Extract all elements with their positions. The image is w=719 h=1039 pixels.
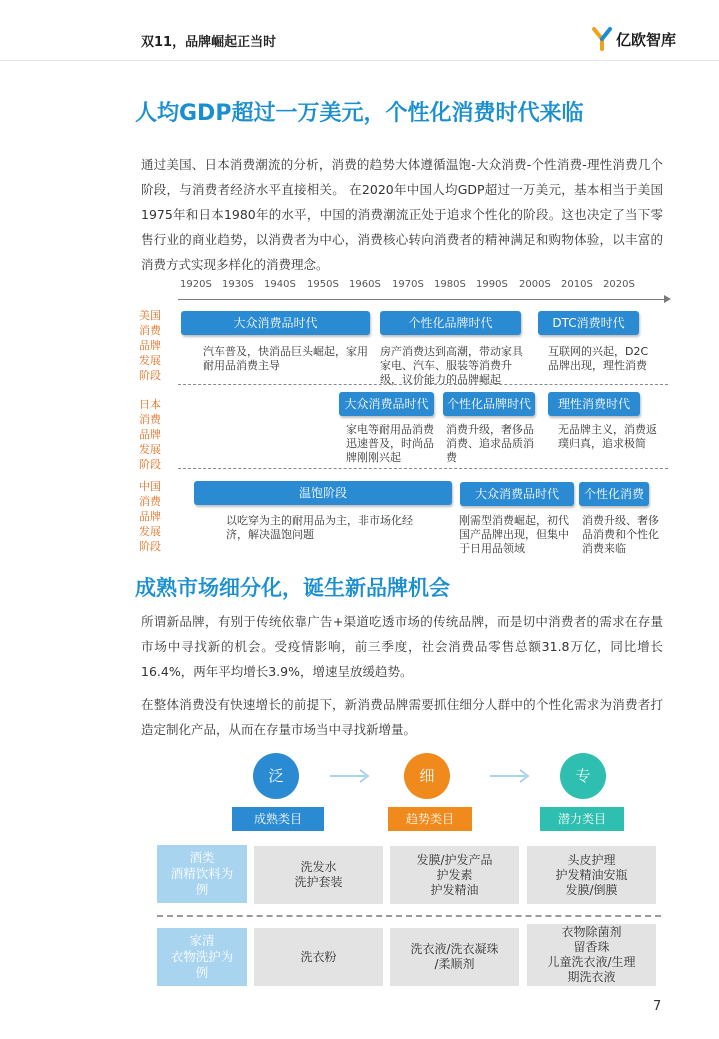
stage-description: 消费升级、奢侈品消费和个性化消费来临 [582, 514, 659, 555]
stage-description: 消费升级，奢侈品消费、追求品质消费 [446, 423, 534, 464]
decade-label: 1980S [434, 279, 466, 290]
decade-label: 1920S [180, 279, 212, 290]
cell-line: 护发精油 [430, 882, 479, 897]
stage-pill: 个性化品牌时代 [380, 311, 521, 335]
row-label-usa: 美国消费品牌发展阶段 [139, 309, 161, 382]
page-number: 7 [653, 999, 662, 1014]
cell-line: 洗衣粉 [300, 949, 337, 964]
timeline-axis [178, 299, 668, 300]
cell-line: 留香珠 [573, 940, 610, 954]
cell-line: /柔顺剂 [434, 957, 475, 971]
section2-heading: 成熟市场细分化，诞生新品牌机会 [135, 576, 450, 600]
circle-specialized: 专 [560, 753, 606, 799]
decade-label: 1990S [476, 279, 508, 290]
cell-trend [390, 846, 519, 904]
cell-trend [390, 928, 519, 986]
flow-row-divider [157, 915, 661, 917]
cell-mature [254, 846, 383, 904]
logo-text: 亿欧智库 [616, 31, 677, 49]
cell-potential [527, 846, 656, 904]
category-potential: 潜力类目 [540, 807, 624, 831]
decade-label: 1970S [392, 279, 424, 290]
cell-line: 发膜/护发产品 [416, 852, 493, 867]
circle-broad: 泛 [253, 753, 299, 799]
logo-mark-icon [592, 27, 614, 51]
stage-pill: 温饱阶段 [194, 481, 452, 505]
stage-description: 家电等耐用品消费迅速普及，时尚品牌刚刚兴起 [346, 423, 434, 464]
row-label-china: 中国消费品牌发展阶段 [139, 480, 161, 553]
stage-description: 互联网的兴起，D2C品牌出现，理性消费 [548, 345, 649, 372]
cell-line: 发膜/倒膜 [565, 882, 618, 897]
row-label-japan: 日本消费品牌发展阶段 [139, 398, 161, 471]
decade-axis-labels [180, 279, 650, 295]
brand-logo [592, 27, 682, 53]
stage-description: 汽车普及，快消品巨头崛起，家用耐用品消费主导 [203, 345, 368, 372]
decade-label: 1940S [264, 279, 296, 290]
cell-line: 洗护套装 [294, 875, 343, 889]
section2-paragraph-1: 所谓新品牌，有别于传统依靠广告+渠道吃透市场的传统品牌，而是切中消费者的需求在存量市场中寻找新的机会。受疫情影响，前三季度，社会消费品零售总额31.8万亿，同比增长16.4%，两年平均增长3.9%，增速呈放缓趋势。 [141, 614, 663, 679]
cell-line: 头皮护理 [567, 852, 616, 867]
row-label-line: 例 [195, 965, 209, 980]
cell-line: 洗发水 [300, 860, 337, 874]
section1-heading: 人均GDP超过一万美元，个性化消费时代来临 [135, 101, 584, 126]
row-label-line: 衣物洗护为 [170, 949, 234, 964]
row-divider [178, 384, 668, 385]
circle-fine: 细 [404, 753, 450, 799]
cell-line: 洗衣液/洗衣凝珠 [410, 942, 499, 956]
row-label-laundry [157, 928, 247, 986]
row-label-line: 酒精饮料为 [170, 866, 234, 881]
stage-pill: 大众消费品时代 [339, 392, 434, 416]
cell-line: 护发精油安瓶 [555, 867, 628, 882]
section2-paragraph-2: 在整体消费没有快速增长的前提下，新消费品牌需要抓住细分人群中的个性化需求为消费者打造定制化产品，从而在存量市场当中寻找新增量。 [141, 697, 663, 737]
cell-line: 护发素 [436, 867, 473, 882]
decade-label: 1960S [349, 279, 381, 290]
arrow-right-icon [330, 766, 374, 786]
cell-line: 衣物除菌剂 [561, 925, 622, 939]
section1-paragraph: 通过美国、日本消费潮流的分析，消费的趋势大体遵循温饱-大众消费-个性消费-理性消费几个阶段，与消费者经济水平直接相关。 在2020年中国人均GDP超过一万美元，基本相当于美国1975年和日本1980年的水平，中国的消费潮流正处于追求个性化的阶段。这也决定了当下零售行业的商业趋势，以消费者为中心，消费核心转向消费者的精神满足和购物体验，以丰富的消费方式实现多样化的消费理念。 [141, 157, 663, 272]
stage-description: 房产消费达到高潮，带动家具家电、汽车、服装等消费升级，议价能力的品牌崛起 [380, 345, 523, 386]
stage-pill: 大众消费品时代 [460, 482, 574, 506]
cell-mature [254, 928, 383, 986]
cell-line: 儿童洗衣液/生理 [547, 955, 636, 969]
decade-label: 1930S [222, 279, 254, 290]
decade-label: 2000S [519, 279, 551, 290]
category-trend: 趋势类目 [388, 807, 472, 831]
stage-description: 无品牌主义，消费返璞归真，追求极简 [558, 423, 657, 450]
stage-pill: 理性消费时代 [548, 392, 640, 416]
stage-description: 以吃穿为主的耐用品为主，非市场化经济，解决温饱问题 [226, 514, 413, 541]
cell-line: 期洗衣液 [567, 970, 616, 984]
cell-potential [527, 924, 656, 986]
row-label-line: 家清 [189, 933, 215, 948]
stage-pill: 个性化品牌时代 [443, 392, 535, 416]
row-label-line: 例 [195, 882, 209, 897]
header-title: 双11，品牌崛起正当时 [141, 35, 277, 50]
stage-pill: 大众消费品时代 [181, 311, 370, 335]
decade-label: 2020S [603, 279, 635, 290]
decade-label: 2010S [561, 279, 593, 290]
row-divider [178, 468, 668, 469]
header-divider [0, 60, 719, 61]
stage-pill: DTC消费时代 [538, 311, 639, 335]
row-label-line: 酒类 [189, 850, 215, 865]
arrow-right-icon [490, 766, 534, 786]
decade-label: 1950S [307, 279, 339, 290]
row-label-hair-care [157, 845, 247, 903]
stage-pill: 个性化消费 [579, 482, 649, 506]
category-mature: 成熟类目 [232, 807, 324, 831]
axis-arrow-icon [664, 295, 671, 303]
stage-description: 刚需型消费崛起，初代国产品牌出现，但集中于日用品领域 [459, 514, 569, 555]
